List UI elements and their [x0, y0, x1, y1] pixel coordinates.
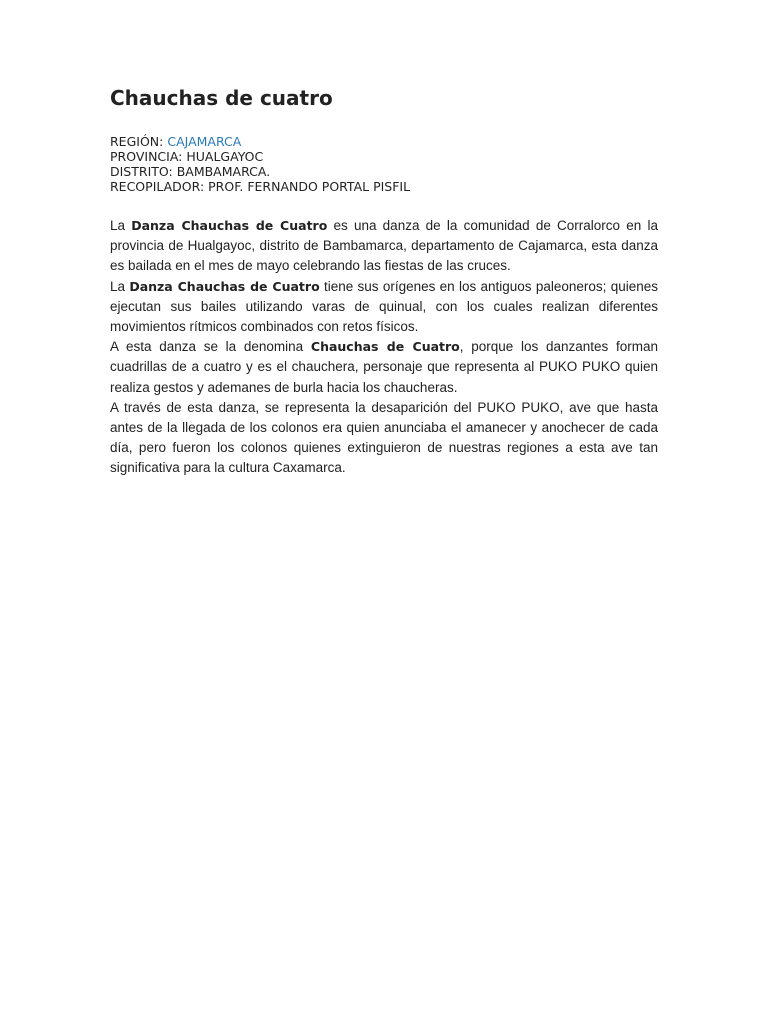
paragraph-3: [110, 337, 658, 398]
paragraph-text: La: [110, 278, 130, 294]
recopilador-row: RECOPILADOR: PROF. FERNANDO PORTAL PISFIL: [110, 179, 411, 194]
paragraph-text: tiene sus orígenes en los antiguos paleoneros; quienes ejecutan sus bailes utilizando varas de quinual, con los cuales realizan diferentes movimientos rítmicos combinados con retos físicos.: [110, 278, 658, 335]
article-body: [110, 216, 658, 479]
distrito-row: DISTRITO: BAMBAMARCA.: [110, 164, 271, 179]
paragraph-text: es una danza de la comunidad de Corralorco en la provincia de Hualgayoc, distrito de Bambamarca, departamento de Cajamarca, esta danza es bailada en el mes de mayo celebrando las fiestas de las cruces.: [110, 218, 658, 274]
paragraph-bold-text: Chauchas de Cuatro: [310, 339, 460, 355]
paragraph-4: [110, 398, 658, 479]
paragraph-text: A través de esta danza, se representa la desaparición del PUKO PUKO, ave que hasta antes de la llegada de los colonos era quien anunciaba el amanecer y anochecer de cada día, pero fueron los colonos quienes extinguieron de nuestras regiones a esta ave tan significativa para la cultura Caxamarca.: [110, 399, 658, 476]
paragraph-text: A esta danza se la denomina: [110, 339, 311, 355]
region-label: REGIÓN:: [110, 134, 168, 149]
paragraph-text: La: [110, 218, 132, 233]
provincia-row: PROVINCIA: HUALGAYOC: [110, 149, 264, 164]
paragraph-text: , porque los danzantes forman cuadrillas de a cuatro y es el chauchera, personaje que representa al PUKO PUKO quien realiza gestos y ademanes de burla hacia los chaucheras.: [110, 339, 658, 395]
region-link[interactable]: CAJAMARCA: [167, 134, 242, 149]
page-title: Chauchas de cuatro: [110, 86, 333, 110]
document-page: [110, 84, 658, 479]
metadata-block: [110, 134, 658, 194]
paragraph-bold-text: Danza Chauchas de Cuatro: [129, 278, 320, 294]
region-row: [110, 134, 658, 149]
paragraph-bold-text: Danza Chauchas de Cuatro: [131, 218, 328, 233]
paragraph-1: [110, 216, 658, 277]
paragraph-2: [110, 277, 658, 338]
